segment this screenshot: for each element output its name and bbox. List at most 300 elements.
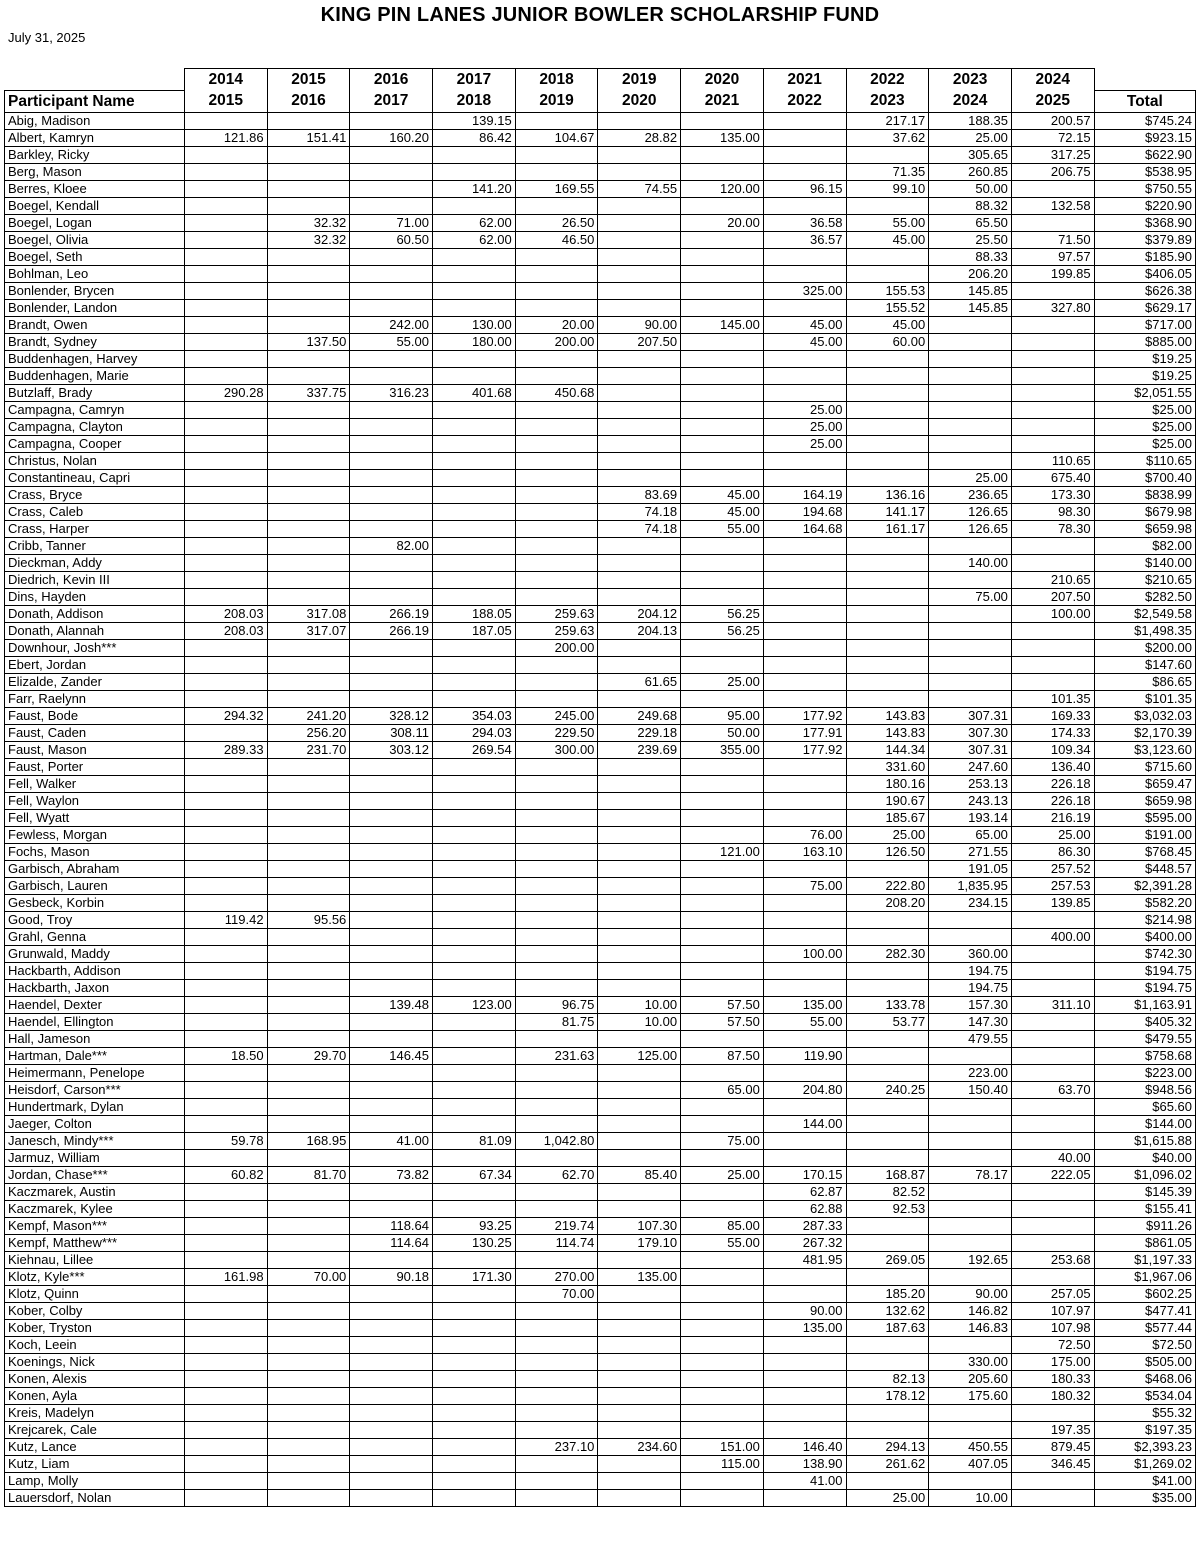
season-amount-cell: [433, 1183, 516, 1200]
season-amount-cell: 25.50: [929, 231, 1012, 248]
season-amount-cell: [350, 1455, 433, 1472]
season-amount-cell: 57.50: [681, 996, 764, 1013]
season-amount-cell: [350, 656, 433, 673]
total-cell: $140.00: [1094, 554, 1195, 571]
season-amount-cell: [763, 129, 846, 146]
season-amount-cell: [267, 656, 350, 673]
total-cell: $2,391.28: [1094, 877, 1195, 894]
season-amount-cell: 82.00: [350, 537, 433, 554]
season-amount-cell: [350, 1200, 433, 1217]
season-amount-cell: [184, 690, 267, 707]
season-amount-cell: [433, 350, 516, 367]
total-cell: $602.25: [1094, 1285, 1195, 1302]
season-amount-cell: [433, 1149, 516, 1166]
season-amount-cell: [267, 1421, 350, 1438]
total-cell: $2,549.58: [1094, 605, 1195, 622]
total-cell: $582.20: [1094, 894, 1195, 911]
participant-name-cell: Elizalde, Zander: [5, 673, 185, 690]
season-amount-cell: 37.62: [846, 129, 929, 146]
season-amount-cell: [763, 673, 846, 690]
season-amount-cell: 289.33: [184, 741, 267, 758]
season-amount-cell: [433, 962, 516, 979]
season-amount-cell: 53.77: [846, 1013, 929, 1030]
season-amount-cell: 253.13: [929, 775, 1012, 792]
season-amount-cell: [515, 452, 598, 469]
season-amount-cell: [681, 928, 764, 945]
season-amount-cell: [763, 1421, 846, 1438]
season-amount-cell: [515, 503, 598, 520]
season-amount-cell: [681, 1251, 764, 1268]
season-amount-cell: [267, 1285, 350, 1302]
season-amount-cell: [515, 1489, 598, 1506]
season-amount-cell: 175.00: [1011, 1353, 1094, 1370]
season-amount-cell: [184, 877, 267, 894]
season-amount-cell: [681, 452, 764, 469]
season-amount-cell: [350, 1149, 433, 1166]
season-amount-cell: 57.50: [681, 1013, 764, 1030]
season-amount-cell: [598, 435, 681, 452]
season-amount-cell: [267, 248, 350, 265]
season-amount-cell: [267, 469, 350, 486]
season-amount-cell: [929, 452, 1012, 469]
season-amount-cell: [681, 792, 764, 809]
season-amount-cell: [350, 1302, 433, 1319]
season-amount-cell: [846, 605, 929, 622]
season-amount-cell: [681, 384, 764, 401]
season-amount-cell: 164.68: [763, 520, 846, 537]
season-start-year: 2021: [763, 69, 846, 91]
season-amount-cell: [184, 1149, 267, 1166]
season-amount-cell: [763, 1404, 846, 1421]
season-amount-cell: [681, 299, 764, 316]
total-cell: $379.89: [1094, 231, 1195, 248]
season-amount-cell: [267, 571, 350, 588]
total-cell: $1,096.02: [1094, 1166, 1195, 1183]
season-amount-cell: [350, 1472, 433, 1489]
report-date: July 31, 2025: [8, 30, 86, 45]
season-amount-cell: [681, 860, 764, 877]
season-amount-cell: 157.30: [929, 996, 1012, 1013]
season-amount-cell: [267, 452, 350, 469]
participant-name-cell: Grahl, Genna: [5, 928, 185, 945]
season-amount-cell: [267, 843, 350, 860]
season-amount-cell: 86.42: [433, 129, 516, 146]
season-amount-cell: [184, 299, 267, 316]
season-amount-cell: [350, 1013, 433, 1030]
season-amount-cell: 187.05: [433, 622, 516, 639]
season-amount-cell: 229.18: [598, 724, 681, 741]
season-amount-cell: [184, 486, 267, 503]
season-amount-cell: 25.00: [763, 401, 846, 418]
season-amount-cell: 204.12: [598, 605, 681, 622]
season-amount-cell: 10.00: [598, 1013, 681, 1030]
season-amount-cell: [184, 860, 267, 877]
season-amount-cell: [433, 248, 516, 265]
participant-name-cell: Lamp, Molly: [5, 1472, 185, 1489]
total-cell: $19.25: [1094, 350, 1195, 367]
season-amount-cell: [929, 1200, 1012, 1217]
season-amount-cell: 327.80: [1011, 299, 1094, 316]
season-amount-cell: [598, 928, 681, 945]
season-amount-cell: 161.98: [184, 1268, 267, 1285]
total-cell: $282.50: [1094, 588, 1195, 605]
season-amount-cell: 317.07: [267, 622, 350, 639]
season-amount-cell: [681, 248, 764, 265]
season-amount-cell: [184, 1336, 267, 1353]
season-amount-cell: [598, 1387, 681, 1404]
season-amount-cell: 266.19: [350, 605, 433, 622]
total-cell: $200.00: [1094, 639, 1195, 656]
season-amount-cell: 146.40: [763, 1438, 846, 1455]
season-amount-cell: 337.75: [267, 384, 350, 401]
season-amount-cell: 450.55: [929, 1438, 1012, 1455]
participant-name-cell: Boegel, Kendall: [5, 197, 185, 214]
season-amount-cell: [681, 146, 764, 163]
season-amount-cell: [763, 809, 846, 826]
season-amount-cell: 300.00: [515, 741, 598, 758]
season-amount-cell: [763, 265, 846, 282]
season-amount-cell: 107.98: [1011, 1319, 1094, 1336]
table-row: [5, 1200, 1196, 1217]
total-cell: $55.32: [1094, 1404, 1195, 1421]
season-amount-cell: 123.00: [433, 996, 516, 1013]
season-amount-cell: [598, 1319, 681, 1336]
season-amount-cell: [267, 1302, 350, 1319]
season-amount-cell: 208.20: [846, 894, 929, 911]
season-amount-cell: [1011, 180, 1094, 197]
season-amount-cell: [350, 350, 433, 367]
season-amount-cell: [598, 401, 681, 418]
season-amount-cell: [184, 1200, 267, 1217]
season-amount-cell: [598, 639, 681, 656]
season-amount-cell: 256.20: [267, 724, 350, 741]
season-amount-cell: [184, 1489, 267, 1506]
season-amount-cell: 177.91: [763, 724, 846, 741]
season-amount-cell: 311.10: [1011, 996, 1094, 1013]
season-amount-cell: [267, 673, 350, 690]
season-amount-cell: [267, 1234, 350, 1251]
table-row: [5, 928, 1196, 945]
participant-name-cell: Campagna, Clayton: [5, 418, 185, 435]
season-amount-cell: [763, 639, 846, 656]
season-amount-cell: [433, 452, 516, 469]
season-amount-cell: [184, 469, 267, 486]
season-amount-cell: 164.19: [763, 486, 846, 503]
total-cell: $622.90: [1094, 146, 1195, 163]
table-row: [5, 197, 1196, 214]
season-amount-cell: [515, 265, 598, 282]
season-amount-cell: 96.15: [763, 180, 846, 197]
season-amount-cell: 135.00: [763, 996, 846, 1013]
season-amount-cell: [267, 860, 350, 877]
season-amount-cell: [929, 316, 1012, 333]
season-amount-cell: [433, 503, 516, 520]
season-amount-cell: [681, 1064, 764, 1081]
season-amount-cell: 270.00: [515, 1268, 598, 1285]
season-amount-cell: 249.68: [598, 707, 681, 724]
season-amount-cell: [184, 1404, 267, 1421]
season-amount-cell: 207.50: [598, 333, 681, 350]
participant-name-cell: Grunwald, Maddy: [5, 945, 185, 962]
season-amount-cell: 407.05: [929, 1455, 1012, 1472]
season-amount-cell: [350, 1064, 433, 1081]
season-amount-cell: 81.75: [515, 1013, 598, 1030]
season-amount-cell: 450.68: [515, 384, 598, 401]
season-amount-cell: 226.18: [1011, 775, 1094, 792]
page-title: KING PIN LANES JUNIOR BOWLER SCHOLARSHIP FUND: [320, 4, 880, 26]
season-amount-cell: [350, 452, 433, 469]
season-amount-cell: [433, 877, 516, 894]
season-amount-cell: 261.62: [846, 1455, 929, 1472]
season-amount-cell: [681, 962, 764, 979]
season-amount-cell: [184, 724, 267, 741]
total-cell: $838.99: [1094, 486, 1195, 503]
table-row: [5, 860, 1196, 877]
season-start-year: 2019: [598, 69, 681, 91]
season-amount-cell: 74.18: [598, 520, 681, 537]
season-end-year: 2015: [184, 90, 267, 112]
season-amount-cell: [433, 843, 516, 860]
season-amount-cell: 328.12: [350, 707, 433, 724]
season-amount-cell: [846, 452, 929, 469]
season-amount-cell: 88.32: [929, 197, 1012, 214]
total-cell: $1,197.33: [1094, 1251, 1195, 1268]
total-cell: $448.57: [1094, 860, 1195, 877]
total-cell: $505.00: [1094, 1353, 1195, 1370]
season-amount-cell: [846, 1472, 929, 1489]
season-amount-cell: 147.30: [929, 1013, 1012, 1030]
season-amount-cell: [267, 996, 350, 1013]
season-amount-cell: [184, 843, 267, 860]
table-row: [5, 1285, 1196, 1302]
table-row: [5, 741, 1196, 758]
season-amount-cell: 20.00: [681, 214, 764, 231]
season-amount-cell: [681, 231, 764, 248]
season-amount-cell: 257.05: [1011, 1285, 1094, 1302]
season-amount-cell: 72.50: [1011, 1336, 1094, 1353]
season-amount-cell: 70.00: [515, 1285, 598, 1302]
season-amount-cell: [1011, 435, 1094, 452]
season-amount-cell: [598, 571, 681, 588]
season-amount-cell: [515, 401, 598, 418]
total-cell: $629.17: [1094, 299, 1195, 316]
season-amount-cell: 401.68: [433, 384, 516, 401]
total-cell: $220.90: [1094, 197, 1195, 214]
season-amount-cell: 207.50: [1011, 588, 1094, 605]
season-amount-cell: 110.65: [1011, 452, 1094, 469]
season-amount-cell: 222.05: [1011, 1166, 1094, 1183]
season-amount-cell: [846, 367, 929, 384]
season-amount-cell: [184, 758, 267, 775]
season-amount-cell: [515, 1251, 598, 1268]
season-amount-cell: [433, 1098, 516, 1115]
season-amount-cell: [515, 1455, 598, 1472]
season-amount-cell: 41.00: [763, 1472, 846, 1489]
season-amount-cell: [350, 299, 433, 316]
season-amount-cell: [681, 894, 764, 911]
season-amount-cell: [846, 248, 929, 265]
season-amount-cell: [598, 282, 681, 299]
season-amount-cell: 85.00: [681, 1217, 764, 1234]
season-amount-cell: [1011, 962, 1094, 979]
season-amount-cell: 197.35: [1011, 1421, 1094, 1438]
season-amount-cell: [515, 979, 598, 996]
season-amount-cell: [681, 435, 764, 452]
participant-name-cell: Kaczmarek, Austin: [5, 1183, 185, 1200]
season-amount-cell: 135.00: [681, 129, 764, 146]
season-amount-cell: [433, 945, 516, 962]
season-amount-cell: [681, 333, 764, 350]
season-amount-cell: [763, 588, 846, 605]
season-amount-cell: 109.34: [1011, 741, 1094, 758]
season-amount-cell: [598, 1370, 681, 1387]
season-amount-cell: 175.60: [929, 1387, 1012, 1404]
table-row: [5, 282, 1196, 299]
season-amount-cell: [598, 146, 681, 163]
season-amount-cell: 25.00: [763, 435, 846, 452]
total-cell: $745.24: [1094, 112, 1195, 129]
season-amount-cell: 81.70: [267, 1166, 350, 1183]
table-row: [5, 1472, 1196, 1489]
season-amount-cell: [681, 809, 764, 826]
season-amount-cell: [598, 1200, 681, 1217]
season-amount-cell: [433, 265, 516, 282]
season-amount-cell: [350, 486, 433, 503]
season-amount-cell: [184, 656, 267, 673]
participant-name-cell: Donath, Alannah: [5, 622, 185, 639]
season-amount-cell: [846, 1132, 929, 1149]
season-amount-cell: [763, 792, 846, 809]
participant-name-cell: Berg, Mason: [5, 163, 185, 180]
total-cell: $1,498.35: [1094, 622, 1195, 639]
season-amount-cell: [598, 894, 681, 911]
table-row: [5, 639, 1196, 656]
season-amount-cell: 355.00: [681, 741, 764, 758]
season-amount-cell: [433, 588, 516, 605]
table-row: [5, 435, 1196, 452]
total-cell: $538.95: [1094, 163, 1195, 180]
season-amount-cell: [681, 1098, 764, 1115]
season-amount-cell: [929, 1234, 1012, 1251]
table-row: [5, 214, 1196, 231]
season-amount-cell: [846, 1149, 929, 1166]
season-amount-cell: 96.75: [515, 996, 598, 1013]
total-cell: $2,393.23: [1094, 1438, 1195, 1455]
table-row: [5, 486, 1196, 503]
season-amount-cell: [184, 1115, 267, 1132]
season-amount-cell: 25.00: [929, 129, 1012, 146]
total-cell: $861.05: [1094, 1234, 1195, 1251]
season-amount-cell: [1011, 401, 1094, 418]
season-amount-cell: 65.50: [929, 214, 1012, 231]
season-amount-cell: [267, 265, 350, 282]
season-amount-cell: 180.32: [1011, 1387, 1094, 1404]
participant-name-cell: Faust, Mason: [5, 741, 185, 758]
season-amount-cell: [433, 639, 516, 656]
season-amount-cell: [1011, 1115, 1094, 1132]
season-amount-cell: [515, 1353, 598, 1370]
participant-name-cell: Christus, Nolan: [5, 452, 185, 469]
season-amount-cell: 100.00: [763, 945, 846, 962]
season-amount-cell: [598, 248, 681, 265]
season-amount-cell: [598, 962, 681, 979]
season-amount-cell: [515, 1081, 598, 1098]
participant-name-cell: Bonlender, Landon: [5, 299, 185, 316]
season-amount-cell: 36.57: [763, 231, 846, 248]
season-amount-cell: [433, 1081, 516, 1098]
season-amount-cell: [598, 469, 681, 486]
participant-name-cell: Hartman, Dale***: [5, 1047, 185, 1064]
season-amount-cell: 282.30: [846, 945, 929, 962]
season-amount-cell: [267, 520, 350, 537]
season-amount-cell: [267, 826, 350, 843]
table-row: [5, 1064, 1196, 1081]
season-amount-cell: [350, 1030, 433, 1047]
season-amount-cell: [515, 1336, 598, 1353]
season-amount-cell: 169.33: [1011, 707, 1094, 724]
participant-name-cell: Buddenhagen, Harvey: [5, 350, 185, 367]
table-row: [5, 163, 1196, 180]
season-amount-cell: 55.00: [763, 1013, 846, 1030]
total-cell: $86.65: [1094, 673, 1195, 690]
table-row: [5, 1438, 1196, 1455]
season-amount-cell: [929, 1115, 1012, 1132]
season-amount-cell: [681, 588, 764, 605]
season-amount-cell: 71.50: [1011, 231, 1094, 248]
season-amount-cell: [598, 945, 681, 962]
season-amount-cell: [350, 1285, 433, 1302]
season-amount-cell: [763, 656, 846, 673]
season-amount-cell: 155.53: [846, 282, 929, 299]
season-start-year: 2014: [184, 69, 267, 91]
season-amount-cell: 294.32: [184, 707, 267, 724]
table-row: [5, 333, 1196, 350]
participant-name-cell: Kreis, Madelyn: [5, 1404, 185, 1421]
table-row: [5, 1421, 1196, 1438]
season-amount-cell: 199.85: [1011, 265, 1094, 282]
season-amount-cell: [350, 265, 433, 282]
season-amount-cell: [681, 197, 764, 214]
season-amount-cell: 93.25: [433, 1217, 516, 1234]
season-amount-cell: 245.00: [515, 707, 598, 724]
participant-name-cell: Kutz, Liam: [5, 1455, 185, 1472]
table-row: [5, 350, 1196, 367]
season-amount-cell: [267, 401, 350, 418]
total-cell: $65.60: [1094, 1098, 1195, 1115]
season-amount-cell: 45.00: [763, 333, 846, 350]
season-amount-cell: [184, 537, 267, 554]
season-amount-cell: 177.92: [763, 707, 846, 724]
table-row: [5, 231, 1196, 248]
season-amount-cell: 75.00: [681, 1132, 764, 1149]
season-amount-cell: 65.00: [929, 826, 1012, 843]
season-amount-cell: [846, 622, 929, 639]
participant-name-cell: Heimermann, Penelope: [5, 1064, 185, 1081]
total-cell: $72.50: [1094, 1336, 1195, 1353]
season-amount-cell: 200.00: [515, 639, 598, 656]
season-end-year: 2023: [846, 90, 929, 112]
season-amount-cell: 25.00: [763, 418, 846, 435]
season-amount-cell: [184, 826, 267, 843]
season-amount-cell: 56.25: [681, 622, 764, 639]
season-amount-cell: 126.65: [929, 520, 1012, 537]
season-amount-cell: [763, 554, 846, 571]
season-amount-cell: [598, 1183, 681, 1200]
participant-name-cell: Koch, Leein: [5, 1336, 185, 1353]
season-amount-cell: [515, 877, 598, 894]
season-amount-cell: [929, 1098, 1012, 1115]
total-cell: $368.90: [1094, 214, 1195, 231]
